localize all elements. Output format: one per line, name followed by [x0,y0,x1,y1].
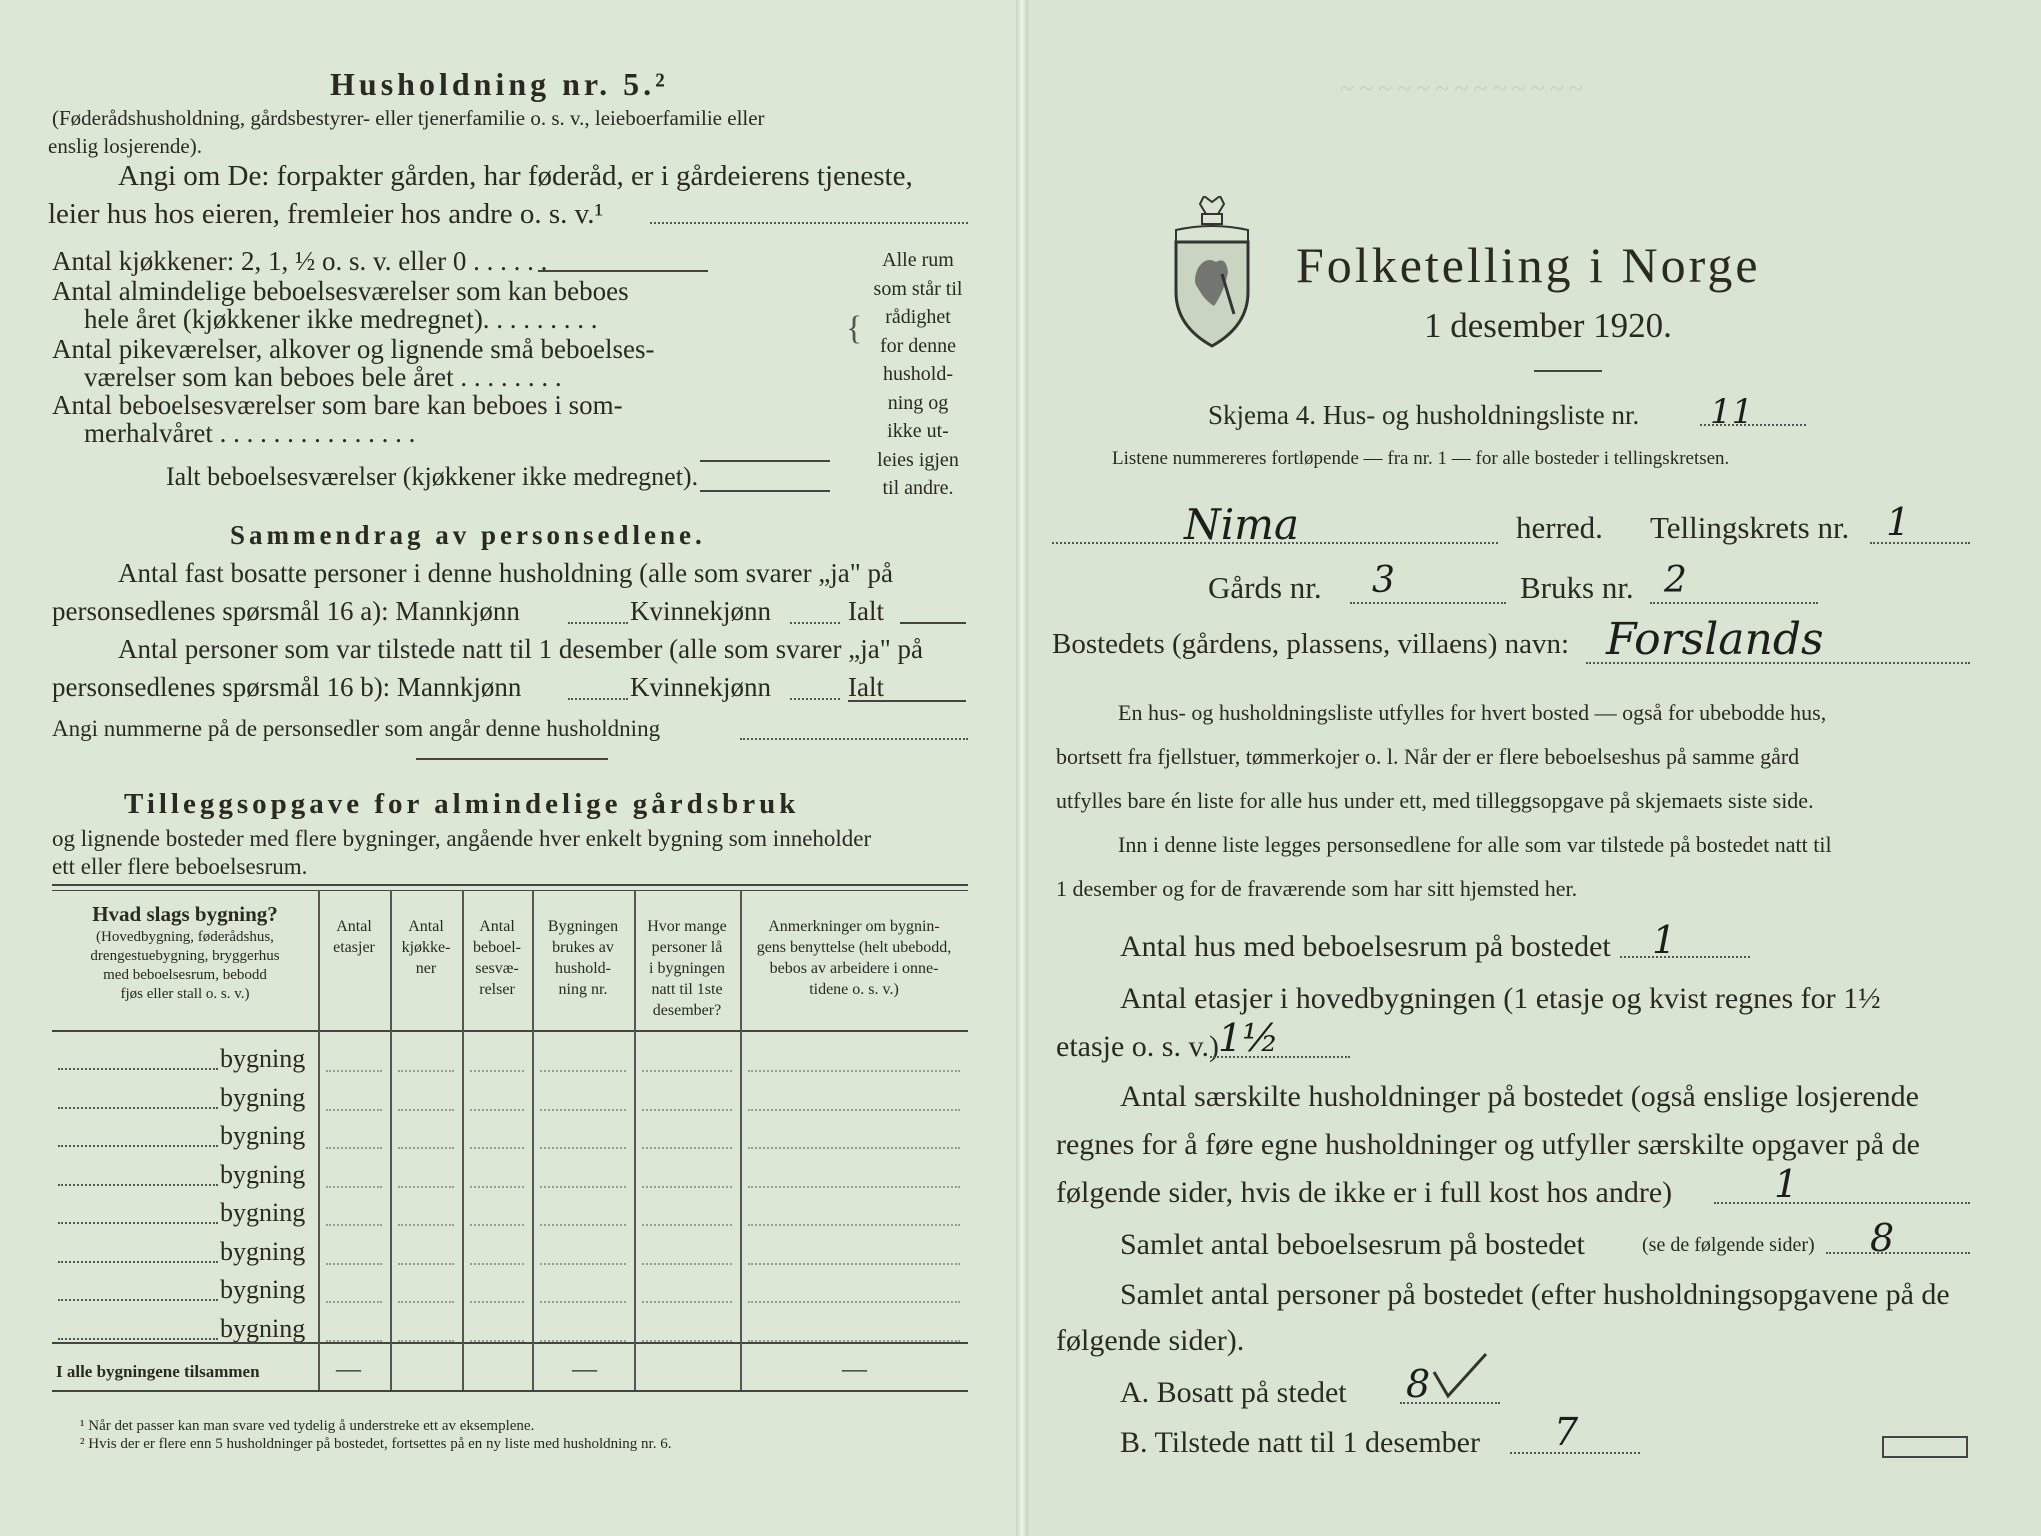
table-row [52,1083,968,1117]
building-row-label: bygning [220,1198,306,1227]
household-intro-2: enslig losjerende). [48,134,202,158]
table-header-text: tidene o. s. v.) [809,981,899,998]
table-header-text: relser [479,981,515,998]
herred-label: herred. [1516,510,1603,545]
footnote-1: ¹ Når det passer kan man svare ved tydelig å understreke ett av eksemplene. [80,1418,535,1434]
tellingskrets-label: Tellingskrets nr. [1650,510,1850,545]
pike-line-2: værelser som kan beboes bele året . . . . . . . . [84,362,562,392]
table-header-text: beboel- [473,939,521,956]
table-header-text: Bygningen [547,918,619,935]
almindelige-line-1: Antal almindelige beboelsesværelser som kan beboes [52,276,629,306]
table-header-col-2 [390,916,462,979]
tillegg-title: Tilleggsopgave for almindelige gårdsbruk [124,788,800,820]
hus-value: 1 [1652,918,1677,962]
table-column-divider [532,890,534,1390]
table-header-text: sesvæ- [475,960,519,977]
tillegg-line-2: ett eller flere beboelsesrum. [52,854,308,879]
etasjer-line-1: Antal etasjer i hovedbygningen (1 etasje og kvist regnes for 1½ [1120,982,1881,1015]
total-label: I alle bygningene tilsammen [56,1362,260,1381]
table-row [52,1044,968,1078]
summary-title: Sammendrag av personsedlene. [230,520,706,550]
instr-line-3: utfylles bare én liste for alle hus under ett, med tilleggsopgave på skjemaets siste side. [1056,788,1814,813]
coat-of-arms-icon [1170,196,1254,348]
building-row-label: bygning [220,1275,306,1304]
table-header-text: drengestuebygning, bryggerhus [90,948,280,964]
table-row [52,1160,968,1194]
table-header-text: med beboelsesrum, bebodd [103,967,267,983]
etasjer-value: 1½ [1218,1016,1280,1060]
sarskilte-line-1: Antal særskilte husholdninger på bostedet (også enslige losjerende [1120,1080,1919,1113]
building-row-label: bygning [220,1044,306,1073]
total-etasjer-dash: — [336,1356,361,1383]
table-row [52,1121,968,1155]
table-header-text: Antal [336,918,372,935]
table-header-text: bebos av arbeidere i onne- [769,960,939,977]
sarskilte-value: 1 [1774,1162,1799,1206]
samlet-rum-value: 8 [1870,1216,1895,1260]
table-header-text: (Hovedbygning, føderådshus, [96,929,274,945]
summary-line-1: Antal fast bosatte personer i denne husholdning (alle som svarer „ja" på [118,558,894,588]
gards-value: 3 [1372,560,1395,601]
printer-stamp [1882,1436,1968,1458]
page-fold [1016,0,1028,1536]
sarskilte-line-2: regnes for å føre egne husholdninger og utfyller særskilte opgaver på de [1056,1128,1920,1161]
household-title: Husholdning nr. 5.² [330,66,669,102]
table-header-text: i bygningen [649,960,725,977]
side-note-line: leies igjen [877,448,959,471]
table-header-text: Antal [479,918,515,935]
skjema-number: 11 [1710,392,1754,432]
side-note [868,246,968,503]
table-column-divider [462,890,464,1390]
total-husholdning-dash: — [572,1356,597,1383]
brace: { [846,310,863,347]
table-header-col-1 [318,916,390,958]
check-mark-icon [1430,1352,1490,1402]
tilstede-value: 7 [1554,1410,1579,1454]
samlet-personer-line-1: Samlet antal personer på bostedet (efter husholdningsopgavene på de [1120,1278,1950,1311]
side-note-line: ikke ut- [887,420,949,442]
table-header-text: personer lå [651,939,723,956]
building-row-label: bygning [220,1121,306,1150]
bruks-label: Bruks nr. [1520,570,1634,605]
table-row [52,1198,968,1232]
table-column-divider [318,890,320,1390]
table-header-text: ning nr. [558,981,608,998]
bosatt-value: 8 [1406,1362,1431,1406]
sommer-line-2: merhalvåret . . . . . . . . . . . . . . . [84,418,416,448]
table-header-text: brukes av [552,939,614,956]
side-note-line: for denne [879,334,957,357]
building-row-label: bygning [220,1159,306,1189]
tellingskrets-value: 1 [1886,500,1911,544]
side-note-line: ning og [887,391,949,414]
summary-line-5: Angi nummerne på de personsedler som angår denne husholdning [52,716,661,741]
summary-line-4b: Kvinnekjønn [630,672,771,702]
etasjer-line-2: etasje o. s. v.) [1056,1030,1220,1063]
table-header-text: gens benyttelse (helt ubebodd, [756,939,952,956]
side-note-line: som står til [873,277,963,300]
total-anmerk-dash: — [842,1356,867,1383]
samlet-rum-note: (se de følgende sider) [1642,1234,1815,1256]
bosted-label: Bostedets (gårdens, plassens, villaens) navn: [1052,628,1570,660]
table-header-text: hushold- [555,960,611,977]
samlet-personer-line-2: følgende sider). [1056,1324,1245,1357]
table-header-col-5 [634,916,740,1021]
table-header-text: Hvad slags bygning? [92,902,278,926]
side-note-line: rådighet [885,306,951,328]
building-row-label: bygning [220,1082,306,1112]
side-note-line: Alle rum [882,249,954,271]
table-header-col-0 [52,900,318,1004]
bruks-value: 2 [1664,560,1687,601]
footnote-2: ² Hvis der er flere enn 5 husholdninger på bostedet, fortsettes på en ny liste med husholdning nr. 6. [80,1436,672,1452]
table-column-divider [740,890,742,1390]
summary-line-2b: Kvinnekjønn [630,596,771,626]
sarskilte-line-3: følgende sider, hvis de ikke er i full kost hos andre) [1056,1176,1673,1209]
table-header-text: kjøkke- [401,939,451,956]
listene-note: Listene nummereres fortløpende — fra nr. 1 — for alle bosteder i tellingskretsen. [1112,448,1730,469]
angi-line-2: leier hus hos eieren, fremleier hos andre o. s. v.¹ [48,198,604,230]
samlet-rum-label: Samlet antal beboelsesrum på bostedet [1120,1228,1585,1261]
table-header-col-6 [740,916,968,1000]
table-header-text: Antal [408,918,444,935]
household-intro: (Føderådshusholdning, gårdsbestyrer- eller tjenerfamilie o. s. v., leieboerfamilie eller [52,106,765,130]
table-row [52,1237,968,1271]
building-row-label: bygning [220,1236,306,1266]
table-column-divider [390,890,392,1390]
summary-line-4c: Ialt [848,672,884,702]
census-title: Folketelling i Norge [1296,237,1761,293]
skjema-label: Skjema 4. Hus- og husholdningsliste nr. [1208,400,1640,430]
building-row-label: bygning [220,1313,306,1343]
table-header-text: etasjer [333,939,375,956]
table-header-text: fjøs eller stall o. s. v.) [120,986,250,1002]
summary-line-2a: personsedlenes spørsmål 16 a): Mannkjønn [52,596,520,626]
table-header-col-3 [462,916,532,1000]
instr-line-1: En hus- og husholdningsliste utfylles for hvert bosted — også for ubebodde hus, [1118,700,1827,725]
tillegg-line-1: og lignende bosteder med flere bygninger, angående hver enkelt bygning som inneholder [52,826,872,851]
sommer-line-1: Antal beboelsesværelser som bare kan beboes i som- [52,390,623,420]
table-header-col-4 [532,916,634,1000]
table-header-text: Anmerkninger om bygnin- [768,918,940,935]
summary-line-3: Antal personer som var tilstede natt til 1 desember (alle som svarer „ja" på [118,634,924,664]
census-date: 1 desember 1920. [1424,306,1672,345]
table-row [52,1275,968,1309]
bosted-value: Forslands [1606,614,1824,665]
gards-label: Gårds nr. [1208,570,1322,605]
almindelige-line-2: hele året (kjøkkener ikke medregnet). . . . . . . . . [84,304,598,334]
kjokkener-line: Antal kjøkkener: 2, 1, ½ o. s. v. eller 0 . . . . . . [52,246,548,276]
hus-label: Antal hus med beboelsesrum på bostedet [1120,930,1611,963]
table-header-text: desember? [652,1002,722,1019]
pike-line-1: Antal pikeværelser, alkover og lignende små beboelses- [52,334,655,364]
bosatt-label: A. Bosatt på stedet [1120,1376,1347,1409]
instr-line-2: bortsett fra fjellstuer, tømmerkojer o. l. Når der er flere beboelseshus på samme gård [1056,744,1800,769]
angi-line-1: Angi om De: forpakter gården, har føderåd, er i gårdeierens tjeneste, [118,160,913,192]
instr-line-4: Inn i denne liste legges personsedlene for alle som var tilstede på bostedet natt til [1118,832,1832,857]
table-header-text: natt til 1ste [651,981,723,998]
instr-line-5: 1 desember og for de fraværende som har sitt hjemsted her. [1056,876,1578,901]
table-column-divider [634,890,636,1390]
summary-line-2c: Ialt [848,596,884,626]
side-note-line: hushold- [883,363,953,385]
ialt-line: Ialt beboelsesværelser (kjøkkener ikke medregnet). [166,462,699,491]
table-header-text: Hvor mange [647,918,727,935]
tilstede-label: B. Tilstede natt til 1 desember [1120,1426,1480,1459]
summary-line-4a: personsedlenes spørsmål 16 b): Mannkjønn [52,672,522,702]
side-note-line: til andre. [882,477,954,499]
herred-value: Nima [1184,500,1300,549]
table-header-text: ner [415,960,437,977]
